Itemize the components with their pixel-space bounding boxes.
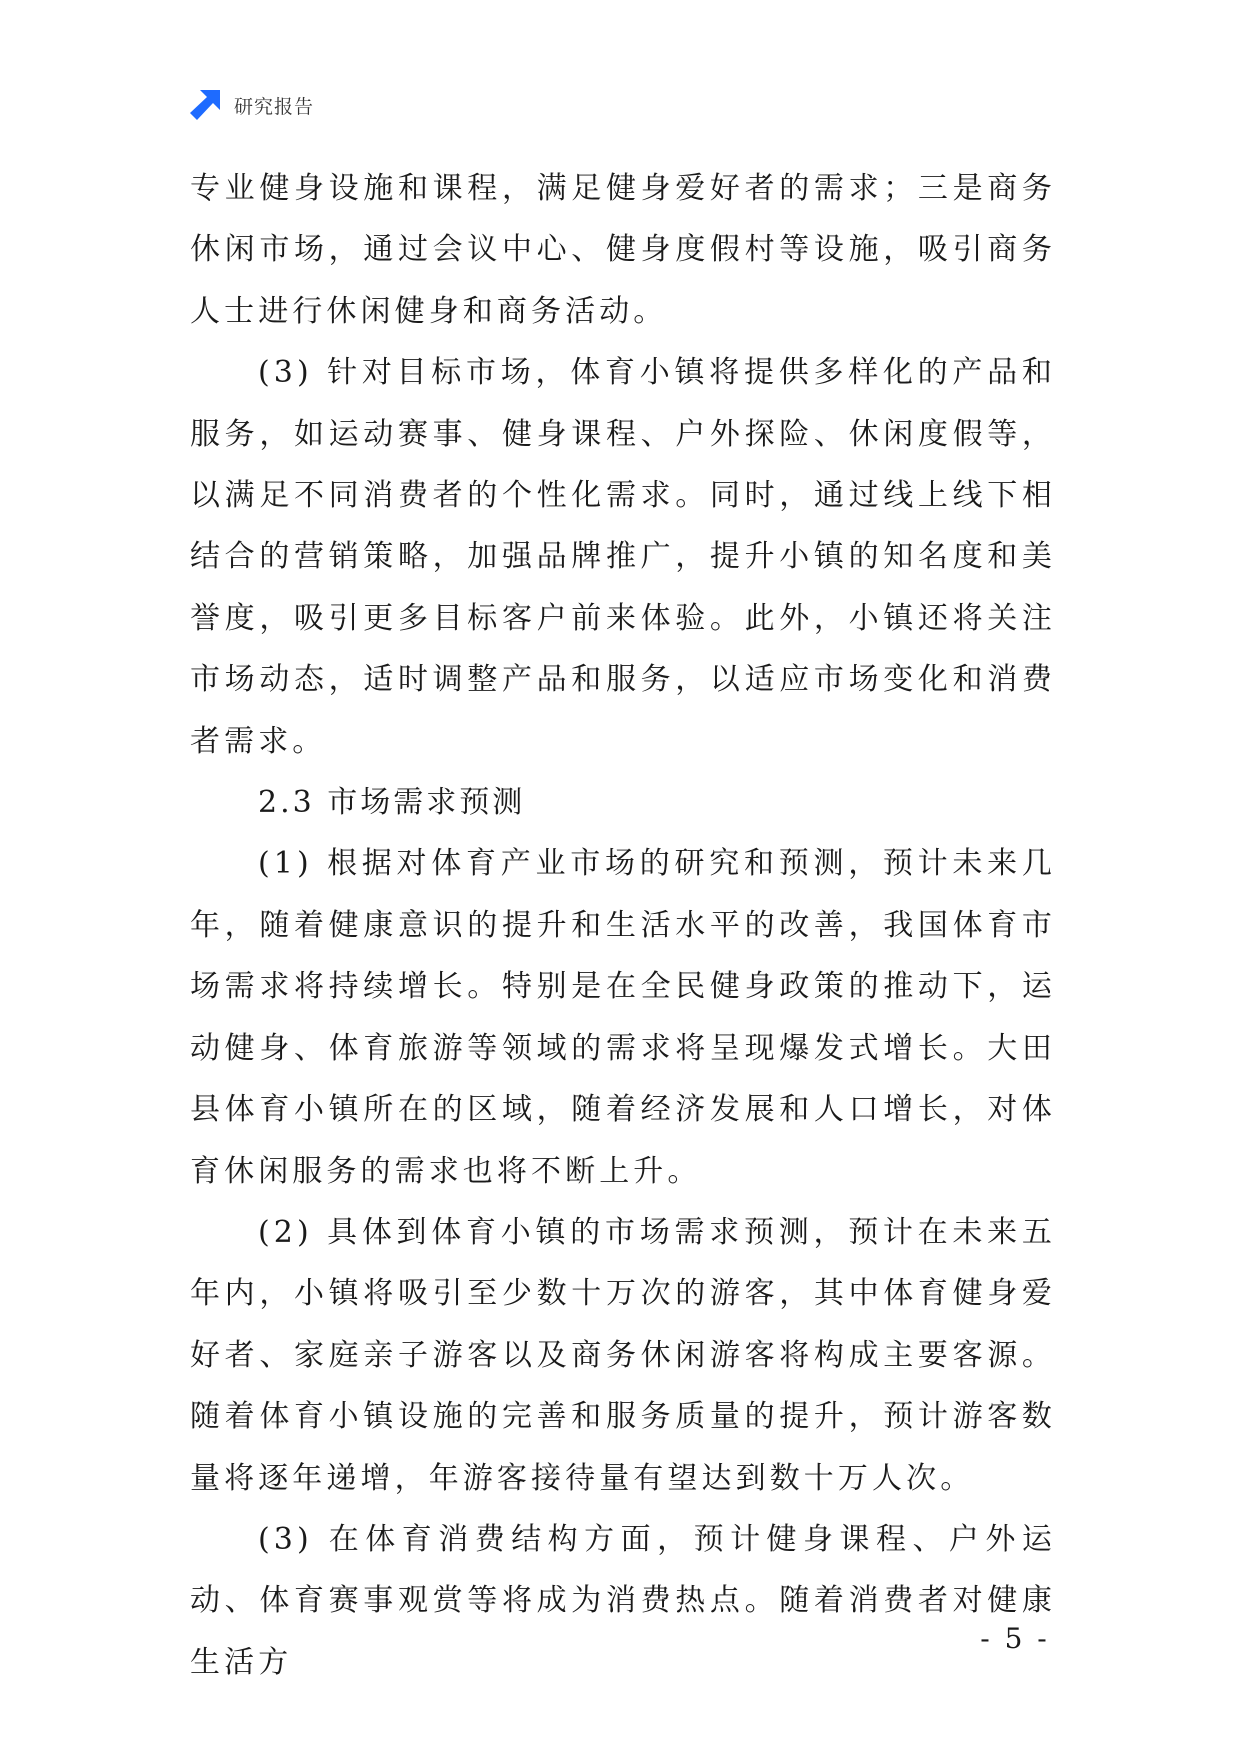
header-title: 研究报告 xyxy=(234,95,315,118)
section-heading: 2.3 市场需求预测 xyxy=(258,785,526,821)
document-body xyxy=(190,158,1056,1693)
page-number: - 5 - xyxy=(980,1622,1050,1655)
paragraph-item-3: (3) 针对目标市场，体育小镇将提供多样化的产品和服务，如运动赛事、健身课程、户外探险、休闲度假等，以满足不同消费者的个性化需求。同时，通过线上线下相结合的营销策略，加强品牌推广，提升小镇的知名度和美誉度，吸引更多目标客户前来体验。此外，小镇还将关注市场动态，适时调整产品和服务，以适应市场变化和消费者需求。 xyxy=(190,355,1056,759)
paragraph-item-3-consumption: (3) 在体育消费结构方面，预计健身课程、户外运动、体育赛事观赏等将成为消费热点。随着消费者对健康生活方 xyxy=(190,1521,1056,1680)
arrow-up-right-icon xyxy=(188,88,222,122)
paragraph-continuation: 专业健身设施和课程，满足健身爱好者的需求；三是商务休闲市场，通过会议中心、健身度假村等设施，吸引商务人士进行休闲健身和商务活动。 xyxy=(190,171,1056,329)
paragraph-item-1: (1) 根据对体育产业市场的研究和预测，预计未来几年，随着健康意识的提升和生活水平的改善，我国体育市场需求将持续增长。特别是在全民健身政策的推动下，运动健身、体育旅游等领域的需求将呈现爆发式增长。大田县体育小镇所在的区域，随着经济发展和人口增长，对体育休闲服务的需求也将不断上升。 xyxy=(190,846,1056,1189)
document-header xyxy=(188,88,314,122)
paragraph-item-2: (2) 具体到体育小镇的市场需求预测，预计在未来五年内，小镇将吸引至少数十万次的游客，其中体育健身爱好者、家庭亲子游客以及商务休闲游客将构成主要客源。随着体育小镇设施的完善和服务质量的提升，预计游客数量将逐年递增，年游客接待量有望达到数十万人次。 xyxy=(190,1214,1056,1496)
